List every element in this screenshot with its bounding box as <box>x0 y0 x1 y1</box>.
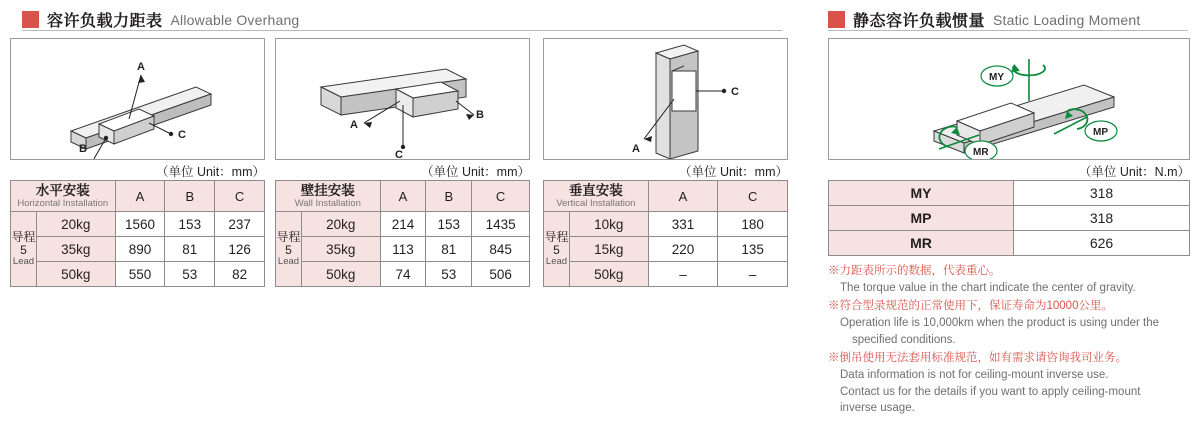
table-header-row <box>544 181 788 212</box>
value-cell-a: 74 <box>380 262 426 287</box>
weight-cell: 50kg <box>301 262 380 287</box>
section-title-en: Allowable Overhang <box>170 11 300 28</box>
value-cell-c: 180 <box>718 212 788 237</box>
value-cell-a: – <box>648 262 718 287</box>
section-title-en: Static Loading Moment <box>993 11 1141 28</box>
value-cell-a: 214 <box>380 212 426 237</box>
mount-type-header: 垂直安装 Vertical Installation <box>544 181 649 212</box>
table-vertical-installation <box>543 180 788 287</box>
table-row <box>829 181 1190 206</box>
column-header-a: A <box>380 181 426 212</box>
note-en: specified conditions. <box>852 333 956 346</box>
note-cn: ※力距表所示的数据，代表重心。 <box>828 265 1001 277</box>
weight-cell: 35kg <box>301 237 380 262</box>
weight-cell: 20kg <box>36 212 115 237</box>
figure-label-a: A <box>350 119 358 131</box>
note-cn: ※符合型录规范的正常使用下，保证寿命为10000公里。 <box>828 300 1113 313</box>
moment-row-label: MY <box>829 181 1014 206</box>
moment-row-label: MR <box>829 231 1014 256</box>
table-row <box>11 237 265 262</box>
column-header-a: A <box>115 181 165 212</box>
value-cell-a: 113 <box>380 237 426 262</box>
figure-label-b: B <box>476 109 484 121</box>
table-row <box>544 237 788 262</box>
figure-label-b: B <box>79 143 87 155</box>
value-cell-a: 1560 <box>115 212 165 237</box>
value-cell-b: 53 <box>165 262 215 287</box>
value-cell-c: 126 <box>215 237 265 262</box>
unit-note-moment: （单位 Unit：N.m） <box>1078 165 1190 179</box>
weight-cell: 20kg <box>301 212 380 237</box>
unit-note-horizontal: （单位 Unit：mm） <box>155 165 265 179</box>
section-header-moment <box>828 8 1140 31</box>
value-cell-a: 550 <box>115 262 165 287</box>
lead-header: 导程 5 Lead <box>276 212 302 287</box>
table-row <box>276 262 530 287</box>
notes-block <box>828 263 1200 417</box>
column-header-c: C <box>718 181 788 212</box>
unit-note-wall: （单位 Unit：mm） <box>420 165 530 179</box>
column-header-b: B <box>165 181 215 212</box>
moment-label-my: MY <box>989 72 1004 83</box>
value-cell-c: 845 <box>472 237 530 262</box>
table-row <box>829 206 1190 231</box>
column-header-a: A <box>648 181 718 212</box>
figure-label-a: A <box>632 143 640 155</box>
horizontal-installation-drawing <box>11 39 264 159</box>
note-en: Data information is not for ceiling-mount inverse use. <box>840 369 1109 382</box>
unit-note-vertical: （单位 Unit：mm） <box>678 165 788 179</box>
table-row <box>276 237 530 262</box>
table-row <box>544 212 788 237</box>
table-header-row <box>11 181 265 212</box>
section-accent-bar <box>828 11 845 28</box>
value-cell-c: 82 <box>215 262 265 287</box>
vertical-installation-drawing <box>544 39 787 159</box>
column-header-b: B <box>426 181 472 212</box>
static-moment-drawing <box>829 39 1189 159</box>
figure-static-moment <box>828 38 1190 160</box>
value-cell-a: 890 <box>115 237 165 262</box>
section-accent-bar <box>22 11 39 28</box>
weight-cell: 35kg <box>36 237 115 262</box>
wall-installation-drawing <box>276 39 529 159</box>
figure-label-a: A <box>137 61 145 73</box>
mount-type-header: 水平安装 Horizontal Installation <box>11 181 116 212</box>
table-row <box>11 212 265 237</box>
note-en: Contact us for the details if you want to apply ceiling-mount <box>840 385 1141 398</box>
value-cell-b: 81 <box>165 237 215 262</box>
figure-horizontal-installation <box>10 38 265 160</box>
figure-label-c: C <box>178 129 186 141</box>
weight-cell: 10kg <box>569 212 648 237</box>
value-cell-c: – <box>718 262 788 287</box>
note-cn: ※倒吊使用无法套用标准规范，如有需求请咨询我司业务。 <box>828 352 1127 365</box>
section-header-overhang <box>22 8 299 31</box>
value-cell-b: 153 <box>426 212 472 237</box>
figure-label-c: C <box>395 149 403 159</box>
value-cell-b: 53 <box>426 262 472 287</box>
moment-label-mr: MR <box>973 147 989 158</box>
table-static-moment <box>828 180 1190 256</box>
figure-vertical-installation <box>543 38 788 160</box>
moment-label-mp: MP <box>1093 127 1108 138</box>
value-cell-b: 81 <box>426 237 472 262</box>
value-cell-c: 135 <box>718 237 788 262</box>
value-cell-a: 331 <box>648 212 718 237</box>
moment-row-label: MP <box>829 206 1014 231</box>
weight-cell: 50kg <box>569 262 648 287</box>
table-wall-installation <box>275 180 530 287</box>
mount-type-header: 壁挂安装 Wall Installation <box>276 181 381 212</box>
column-header-c: C <box>472 181 530 212</box>
moment-row-value: 318 <box>1014 206 1190 231</box>
table-row <box>11 262 265 287</box>
note-en: inverse usage. <box>840 402 915 415</box>
note-en: The torque value in the chart indicate the center of gravity. <box>840 281 1136 294</box>
table-header-row <box>276 181 530 212</box>
value-cell-c: 237 <box>215 212 265 237</box>
table-row <box>544 262 788 287</box>
value-cell-b: 153 <box>165 212 215 237</box>
table-row <box>829 231 1190 256</box>
section-divider-right <box>828 30 1188 31</box>
value-cell-c: 1435 <box>472 212 530 237</box>
table-horizontal-installation <box>10 180 265 287</box>
lead-header: 导程 5 Lead <box>11 212 37 287</box>
weight-cell: 15kg <box>569 237 648 262</box>
section-title-cn: 容许负载力距表 <box>47 13 163 30</box>
value-cell-c: 506 <box>472 262 530 287</box>
figure-wall-installation <box>275 38 530 160</box>
column-header-c: C <box>215 181 265 212</box>
value-cell-a: 220 <box>648 237 718 262</box>
lead-header: 导程 5 Lead <box>544 212 570 287</box>
moment-row-value: 626 <box>1014 231 1190 256</box>
moment-row-value: 318 <box>1014 181 1190 206</box>
section-title-cn: 静态容许负载惯量 <box>853 13 986 30</box>
note-en: Operation life is 10,000km when the product is using under the <box>840 317 1159 330</box>
table-row <box>276 212 530 237</box>
figure-label-c: C <box>731 86 739 98</box>
section-divider-left <box>22 30 782 31</box>
weight-cell: 50kg <box>36 262 115 287</box>
